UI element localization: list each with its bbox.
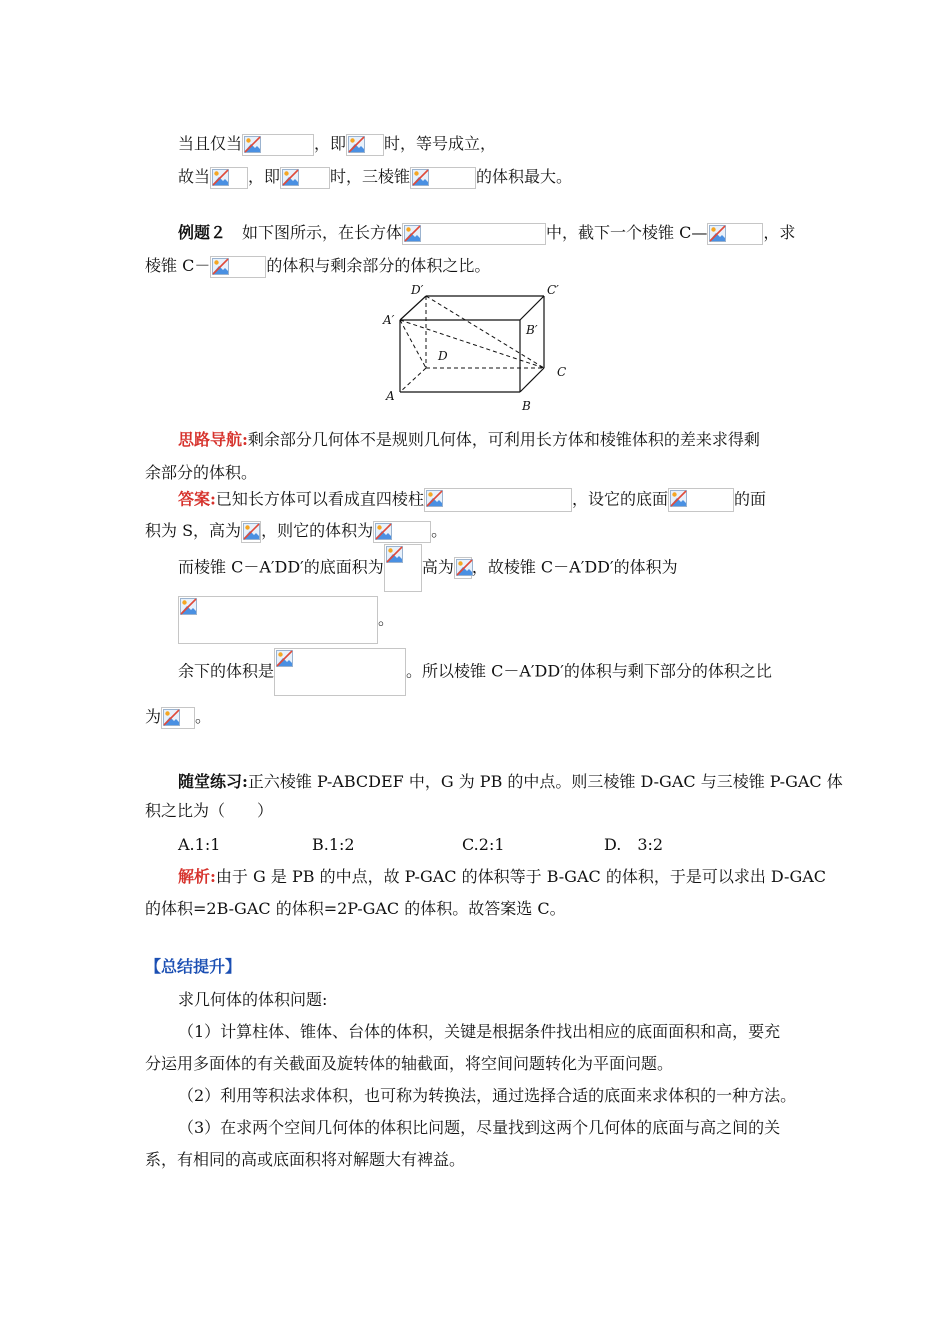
cuboid-figure [378, 282, 578, 417]
formula-image [274, 648, 406, 696]
text: 中，截下一个棱锥 C— [546, 223, 708, 242]
practice-line-1 [178, 771, 843, 793]
text: 积为 S，高为 [145, 521, 242, 540]
example-label: 例题２ [178, 223, 227, 242]
broken-image-icon [412, 169, 429, 186]
text: 棱锥 C－ [145, 256, 211, 275]
practice-line-2 [145, 800, 273, 822]
text-line [178, 166, 572, 189]
text: 为 [145, 707, 162, 726]
formula-image [410, 167, 476, 189]
text: 积之比为（ ） [145, 801, 274, 820]
formula-image [454, 557, 472, 579]
summary-intro [178, 989, 327, 1011]
text: 的体积与剩余部分的体积之比。 [266, 256, 491, 275]
text: 。所以棱锥 C－A′DD′的体积与剩下部分的体积之比 [406, 661, 772, 681]
diag-ApC [400, 320, 544, 368]
label-B: B [522, 399, 531, 413]
text: 的面 [733, 489, 766, 509]
broken-image-icon [276, 650, 293, 667]
text: 正六棱锥 P-ABCDEF 中，G 为 PB 的中点。则三棱锥 D-GAC 与三棱锥 P-GAC 体 [247, 772, 843, 791]
summary-title-line [145, 956, 241, 978]
broken-image-icon [386, 546, 403, 563]
text: 时，三棱锥 [330, 167, 411, 186]
label-A: A [386, 389, 395, 403]
answer-line-6 [145, 706, 211, 729]
broken-image-icon [163, 709, 180, 726]
label-C: C [557, 365, 567, 379]
formula-image [384, 544, 422, 592]
text: 。 [378, 609, 395, 629]
formula-image [346, 134, 384, 156]
answer-line-1 [178, 488, 766, 512]
formula-image [241, 521, 261, 543]
text: 而棱锥 C－A′DD′的底面积为 [178, 557, 384, 577]
text: ，则它的体积为 [261, 521, 374, 540]
formula-image [402, 223, 546, 245]
text: 故当 [178, 167, 211, 186]
analysis-line-1 [178, 866, 826, 888]
text: 剩余部分几何体不是规则几何体，可利用长方体和棱锥体积的差来求得剩 [247, 430, 760, 449]
summary-title: 【总结提升】 [145, 957, 242, 976]
text: 已知长方体可以看成直四棱柱 [215, 489, 424, 509]
option-d: D. 3:2 [604, 835, 664, 854]
analysis-label: 解析: [178, 867, 216, 886]
option-b: B.1:2 [312, 835, 355, 854]
formula-image [373, 521, 431, 543]
text: 如下图所示，在长方体 [226, 223, 403, 242]
text: 余下的体积是 [178, 661, 275, 681]
text: （2）利用等积法求体积，也可称为转换法，通过选择合适的底面来求体积的一种方法。 [178, 1086, 797, 1105]
broken-image-icon [244, 136, 261, 153]
example-line-2 [145, 255, 490, 278]
broken-image-icon [670, 490, 687, 507]
formula-image [424, 488, 572, 512]
broken-image-icon [375, 523, 392, 540]
text: 当且仅当 [178, 134, 243, 153]
text: 的体积=2B-GAC 的体积=2P-GAC 的体积。故答案选 C。 [145, 899, 566, 918]
formula-image [668, 488, 734, 512]
edge-CpBp [520, 296, 544, 320]
answer-line-4 [178, 596, 394, 644]
text: 高为 [421, 557, 454, 577]
edge-CB [520, 368, 544, 392]
edge-DA [400, 368, 426, 392]
hint-label: 思路导航: [178, 430, 248, 449]
text: ，故棱锥 C－A′DD′的体积为 [471, 557, 678, 577]
label-Bp: B′ [526, 323, 538, 337]
text-line [178, 133, 496, 156]
label-D: D [438, 349, 448, 363]
summary-p3-line-2 [145, 1149, 465, 1171]
text: 由于 G 是 PB 的中点，故 P-GAC 的体积等于 B-GAC 的体积，于是可以求出 D-GAC [215, 867, 827, 886]
analysis-line-2 [145, 898, 566, 920]
answer-line-2 [145, 520, 447, 543]
broken-image-icon [456, 559, 473, 576]
text: （1）计算柱体、锥体、台体的体积，关键是根据条件找出相应的底面面积和高，要充 [178, 1022, 781, 1041]
text: 求几何体的体积问题: [178, 990, 328, 1009]
answer-label: 答案: [178, 489, 216, 509]
option-c: C.2:1 [462, 835, 505, 854]
broken-image-icon [282, 169, 299, 186]
text: 系，有相同的高或底面积将对解题大有裨益。 [145, 1150, 466, 1169]
broken-image-icon [348, 136, 365, 153]
hint-line-1 [178, 429, 760, 451]
broken-image-icon [709, 225, 726, 242]
broken-image-icon [404, 225, 421, 242]
formula-image [161, 707, 195, 729]
broken-image-icon [212, 258, 229, 275]
hint-line-2 [145, 462, 257, 484]
broken-image-icon [426, 490, 443, 507]
text: ，设它的底面 [571, 489, 668, 509]
text: （3）在求两个空间几何体的体积比问题，尽量找到这两个几何体的底面与高之间的关 [178, 1118, 781, 1137]
formula-image [210, 256, 266, 278]
formula-image [707, 223, 763, 245]
summary-p1-line-1 [178, 1021, 780, 1043]
formula-image [242, 134, 314, 156]
broken-image-icon [212, 169, 229, 186]
label-Ap: A′ [383, 313, 395, 327]
example-line-1 [178, 222, 795, 245]
edge-ApDp [400, 296, 426, 320]
answer-line-3 [178, 544, 678, 592]
text: ，求 [763, 223, 796, 242]
text: 时，等号成立， [384, 134, 497, 153]
answer-line-5 [178, 648, 772, 696]
summary-p1-line-2 [145, 1053, 673, 1075]
text: ，即 [248, 167, 281, 186]
broken-image-icon [180, 598, 197, 615]
formula-image [210, 167, 248, 189]
text: ，即 [314, 134, 347, 153]
formula-image [178, 596, 378, 644]
text: 。 [195, 707, 212, 726]
option-a: A.1:1 [178, 835, 221, 854]
practice-label: 随堂练习: [178, 772, 248, 791]
text: 的体积最大。 [476, 167, 573, 186]
text: 分运用多面体的有关截面及旋转体的轴截面，将空间问题转化为平面问题。 [145, 1054, 674, 1073]
practice-options [178, 834, 663, 856]
broken-image-icon [243, 523, 260, 540]
summary-p2 [178, 1085, 796, 1107]
label-Cp: C′ [547, 283, 559, 297]
text: 余部分的体积。 [145, 463, 258, 482]
label-Dp: D′ [411, 283, 424, 297]
formula-image [280, 167, 330, 189]
text: 。 [431, 521, 448, 540]
summary-p3-line-1 [178, 1117, 780, 1139]
